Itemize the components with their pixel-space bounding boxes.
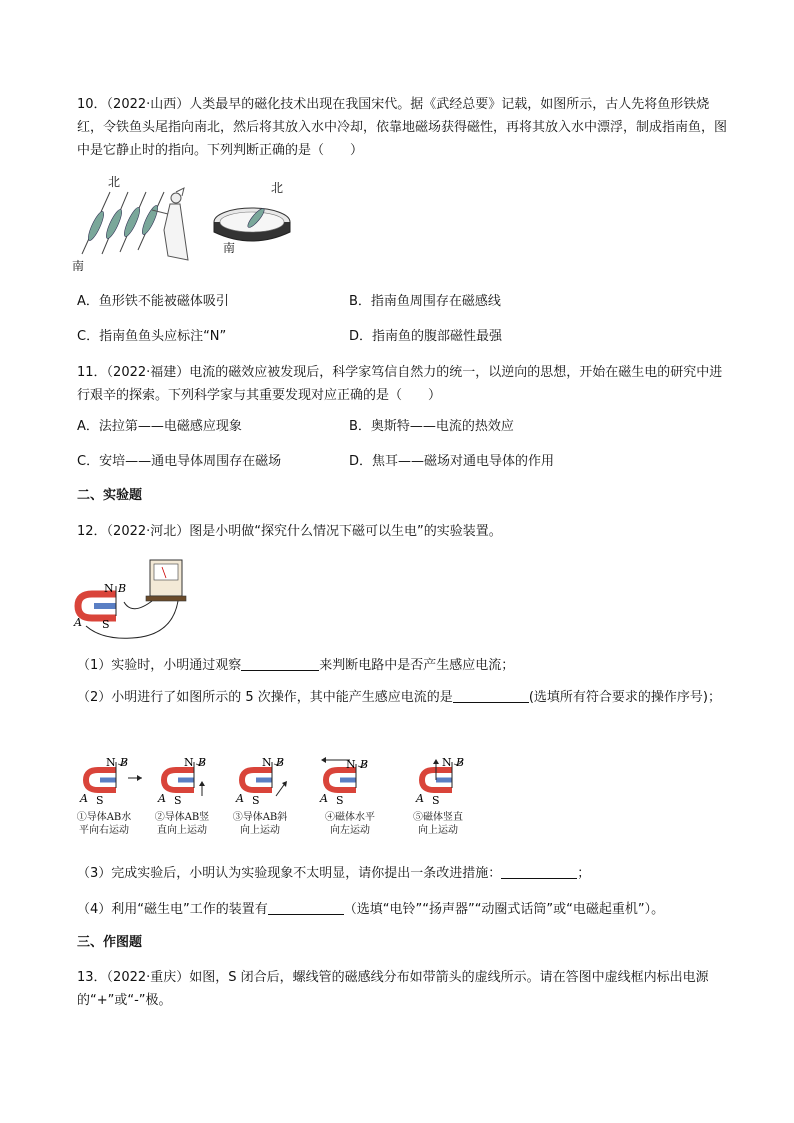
svg-text:S: S xyxy=(252,794,260,807)
svg-text:S: S xyxy=(336,794,344,807)
conductor-b-label: B xyxy=(118,582,127,595)
q12-sub1-prefix: （1）实验时，小明通过观察 xyxy=(77,658,242,673)
q12-sub4-prefix: （4）利用“磁生电”工作的装置有 xyxy=(77,902,268,917)
operation-5-caption xyxy=(402,811,474,837)
svg-text:S: S xyxy=(432,794,440,807)
q12-sub2 xyxy=(77,686,727,709)
q12-sub1-suffix: 来判断电路中是否产生感应电流； xyxy=(319,658,515,673)
operation-5-caption-line1: ⑤磁体竖直 xyxy=(413,812,463,823)
fish-iron-group xyxy=(82,192,164,254)
svg-text:S: S xyxy=(96,794,104,807)
q11-stem: 11．（2022·福建）电流的磁效应被发现后，科学家笃信自然力的统一，以逆向的思想，开始在磁生电的研究中进行艰辛的探索。下列科学家与其重要发现对应正确的是（ ） xyxy=(77,365,723,403)
q10-option-d[interactable]: D．指南鱼的腹部磁性最强 xyxy=(349,329,503,344)
svg-text:N: N xyxy=(442,756,452,769)
operation-3-caption xyxy=(224,811,296,837)
q12-sub1-blank[interactable] xyxy=(241,656,319,671)
q12-sub3 xyxy=(77,864,590,883)
q11-option-b[interactable]: B．奥斯特——电流的热效应 xyxy=(349,419,514,434)
operation-4-caption-line2: 向左运动 xyxy=(330,825,370,836)
svg-text:A: A xyxy=(236,792,244,805)
q10-north-label-right: 北 xyxy=(271,181,284,195)
q10-stem: 10．（2022·山西）人类最早的磁化技术出现在我国宋代。据《武经总要》记载，如图所示，古人先将鱼形铁烧红，令铁鱼头尾指向南北，然后将其放入水中冷却，依靠地磁场获得磁性，再将其放入水中漂浮，制成指南鱼，图中是它静止时的指向。下列判断正确的是（ ） xyxy=(77,97,728,158)
q10-figure xyxy=(72,170,322,275)
operation-5-caption-line2: 向上运动 xyxy=(418,825,458,836)
q13-stem: 13．（2022·重庆）如图，S 闭合后，螺线管的磁感线分布如带箭头的虚线所示。请在答图中虚线框内标出电源的“+”或“-”极。 xyxy=(77,970,709,1008)
svg-text:B: B xyxy=(198,756,207,769)
magnet-s-label: S xyxy=(102,618,110,631)
svg-text:B: B xyxy=(360,758,369,771)
q12-sub4-suffix: （选填“电铃”“扬声器”“动圈式话筒”或“电磁起重机”）。 xyxy=(343,902,665,917)
operation-3-caption-line1: ③导体AB斜 xyxy=(232,812,288,823)
q10-option-c[interactable]: C．指南鱼鱼头应标注“N” xyxy=(77,329,227,344)
q11-option-c[interactable]: C．安培——通电导体周围存在磁场 xyxy=(77,454,282,469)
svg-text:A: A xyxy=(80,792,88,805)
q12-operations-figure xyxy=(72,756,492,808)
galvanometer xyxy=(146,560,186,601)
q12-stem: 12．（2022·河北）图是小明做“探究什么情况下磁可以生电”的实验装置。 xyxy=(77,524,502,539)
q12-sub3-suffix: ； xyxy=(577,866,591,881)
operation-3-diagram xyxy=(235,756,287,807)
svg-text:B: B xyxy=(276,756,285,769)
q10-south-label-right: 南 xyxy=(223,241,236,255)
operation-1-caption xyxy=(68,811,140,837)
q12-sub4-blank[interactable] xyxy=(268,900,344,915)
svg-text:N: N xyxy=(262,756,272,769)
operation-2-caption xyxy=(146,811,218,837)
svg-text:A: A xyxy=(416,792,424,805)
q12-sub2-suffix: (选填所有符合要求的操作序号)； xyxy=(528,690,721,705)
operation-3-caption-line2: 向上运动 xyxy=(240,825,280,836)
magnet-n-label: N xyxy=(104,582,114,595)
svg-text:B: B xyxy=(120,756,129,769)
svg-text:B: B xyxy=(456,756,465,769)
svg-text:N: N xyxy=(346,758,356,771)
operation-4-caption xyxy=(314,811,386,837)
operation-2-caption-line1: ②导体AB竖 xyxy=(154,812,210,823)
q12-sub3-prefix: （3）完成实验后，小明认为实验现象不太明显，请你提出一条改进措施： xyxy=(77,866,502,881)
operation-5-diagram xyxy=(415,756,464,807)
operation-1-caption-line2: 平向右运动 xyxy=(79,825,129,836)
svg-text:N: N xyxy=(106,756,116,769)
q12-sub2-prefix: （2）小明进行了如图所示的 5 次操作，其中能产生感应电流的是 xyxy=(77,690,453,705)
operation-1-diagram xyxy=(79,756,142,807)
q12-apparatus-figure xyxy=(72,556,202,658)
floating-fish-bowl xyxy=(214,207,290,241)
conductor-a-label: A xyxy=(74,616,82,629)
operation-4-diagram xyxy=(319,757,368,807)
q10-option-a[interactable]: A．鱼形铁不能被磁体吸引 xyxy=(77,294,229,309)
q11-option-a[interactable]: A．法拉第——电磁感应现象 xyxy=(77,419,242,434)
q10-option-b[interactable]: B．指南鱼周围存在磁感线 xyxy=(349,294,501,309)
q12-sub1 xyxy=(77,656,514,675)
section-drawing-title: 三、作图题 xyxy=(77,935,143,950)
svg-text:A: A xyxy=(320,792,328,805)
q11-option-d[interactable]: D．焦耳——磁场对通电导体的作用 xyxy=(349,454,555,469)
operation-1-caption-line1: ①导体AB水 xyxy=(76,812,132,823)
svg-text:S: S xyxy=(174,794,182,807)
q10-south-label-left: 南 xyxy=(72,259,85,273)
operation-2-diagram xyxy=(157,756,206,807)
q12-sub3-blank[interactable] xyxy=(501,864,577,879)
q10-north-label-left: 北 xyxy=(108,175,121,189)
operation-2-caption-line2: 直向上运动 xyxy=(157,825,207,836)
svg-text:N: N xyxy=(184,756,194,769)
q12-sub2-blank[interactable] xyxy=(453,688,529,703)
operation-4-caption-line1: ④磁体水平 xyxy=(325,812,375,823)
section-experiment-title: 二、实验题 xyxy=(77,488,143,503)
svg-text:A: A xyxy=(158,792,166,805)
u-magnet xyxy=(78,594,116,618)
ancient-figure xyxy=(152,188,188,260)
q12-sub4 xyxy=(77,900,664,919)
